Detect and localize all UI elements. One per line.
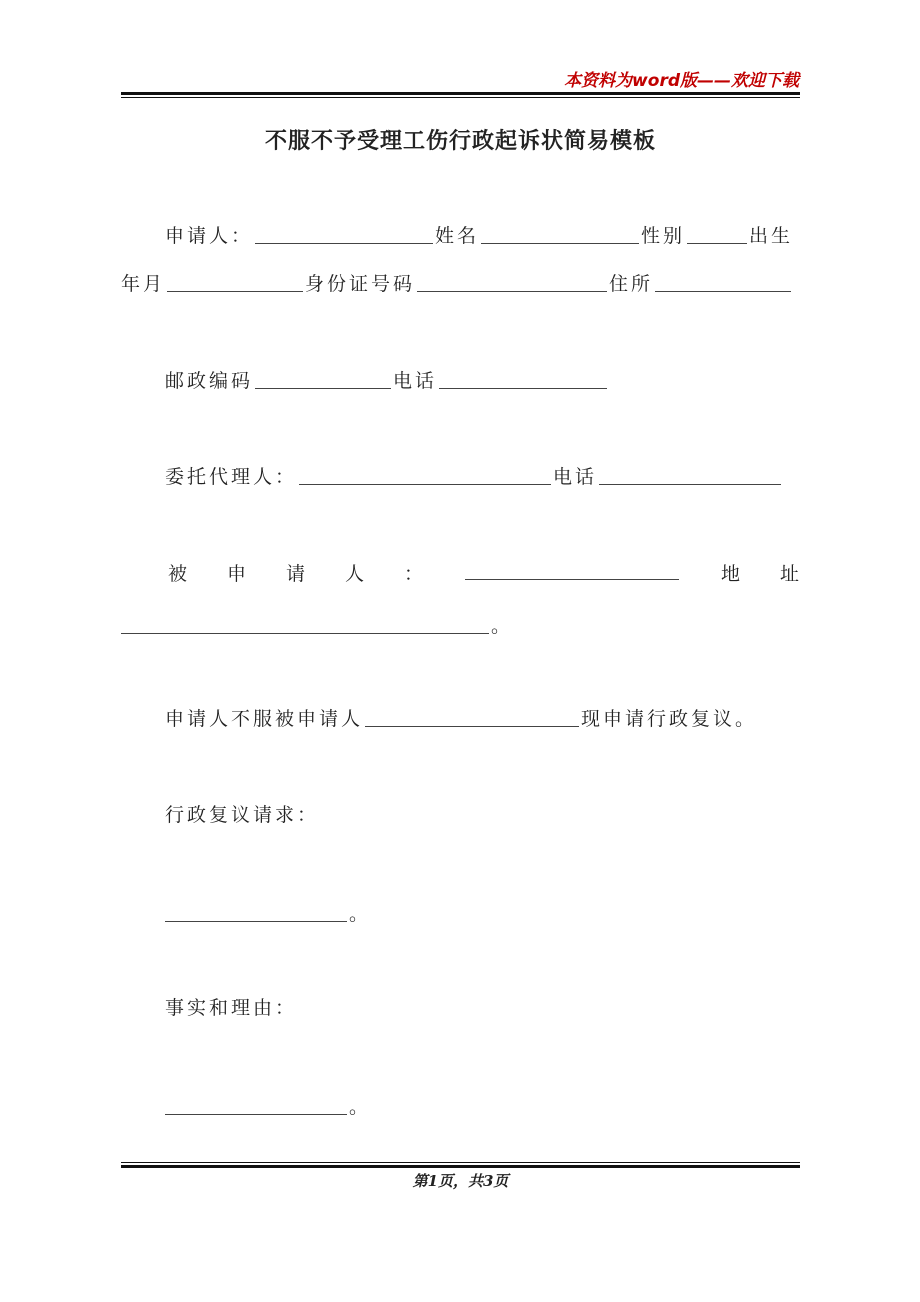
address-label: 住所 [609, 273, 654, 295]
gender-label: 性别 [641, 225, 686, 247]
document-title: 不服不予受理工伤行政起诉状简易模板 [264, 128, 656, 154]
facts-blank-line [121, 1092, 800, 1122]
statement-line [121, 704, 800, 734]
respondent-char: ： [404, 563, 424, 585]
period: 。 [349, 1096, 372, 1118]
postcode-label: 邮政编码 [165, 370, 254, 392]
agent-line [121, 462, 800, 492]
name-blank[interactable] [481, 223, 639, 244]
statement-suffix: 现申请行政复议。 [581, 708, 758, 730]
header-rule-thin [121, 97, 800, 98]
respondent-address-line [121, 611, 800, 641]
facts-label: 事实和理由： [165, 997, 298, 1019]
respondent-char: 人 [345, 563, 365, 585]
birth-label-2: 年月 [121, 273, 166, 295]
id-blank[interactable] [417, 271, 607, 292]
request-blank-line [121, 899, 800, 929]
statement-blank[interactable] [365, 706, 579, 727]
agent-blank[interactable] [299, 464, 551, 485]
footer-rule-thick [121, 1165, 800, 1168]
statement-prefix: 申请人不服被申请人 [165, 708, 364, 730]
footer-rule-thin [121, 1162, 800, 1163]
respondent-char: 申 [227, 563, 247, 585]
birth-label-1: 出生 [749, 225, 794, 247]
applicant-label: 申请人： [165, 225, 254, 247]
request-blank[interactable] [165, 901, 347, 922]
header-text: 本资料为word版——欢迎下载 [564, 71, 799, 91]
page-number: 第1页，共3页 [412, 1172, 509, 1190]
name-label: 姓名 [435, 225, 480, 247]
period: 。 [491, 615, 514, 637]
agent-phone-label: 电话 [553, 466, 598, 488]
postcode-blank[interactable] [255, 368, 391, 389]
respondent-char: 请 [286, 563, 306, 585]
request-label: 行政复议请求： [165, 804, 320, 826]
request-label-line [121, 800, 800, 830]
facts-label-line [121, 993, 800, 1023]
postcode-line [121, 366, 800, 396]
agent-label: 委托代理人： [165, 466, 298, 488]
birth-id-address-line [121, 269, 800, 299]
applicant-blank[interactable] [255, 223, 433, 244]
respondent-addr-char: 址 [779, 563, 799, 585]
header-rule-thick [121, 92, 800, 95]
birth-blank[interactable] [167, 271, 303, 292]
period: 。 [349, 903, 372, 925]
respondent-char: 被 [168, 563, 188, 585]
facts-blank[interactable] [165, 1094, 347, 1115]
respondent-addr-char: 地 [720, 563, 740, 585]
agent-phone-blank[interactable] [599, 464, 781, 485]
gender-blank[interactable] [687, 223, 747, 244]
phone-label: 电话 [393, 370, 438, 392]
phone-blank[interactable] [439, 368, 607, 389]
address-blank[interactable] [655, 271, 791, 292]
respondent-blank[interactable] [465, 559, 679, 580]
applicant-line [121, 221, 800, 251]
respondent-address-blank[interactable] [121, 613, 489, 634]
id-label: 身份证号码 [305, 273, 416, 295]
respondent-line [168, 559, 799, 589]
